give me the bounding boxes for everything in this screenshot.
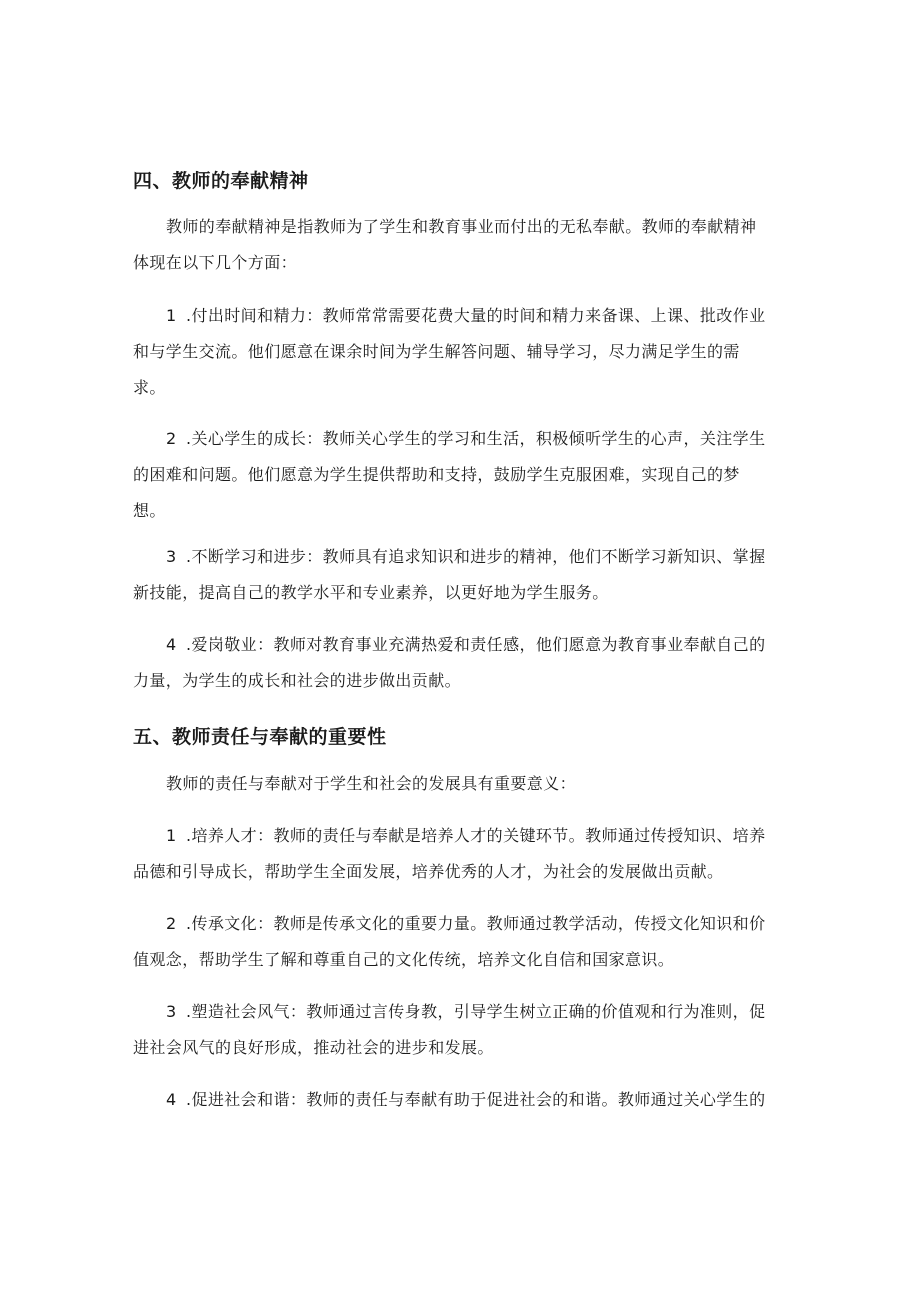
section-4-item-4 xyxy=(133,627,793,699)
item-number: 4 xyxy=(166,1090,177,1109)
paragraph-line: 品德和引导成长，帮助学生全面发展，培养优秀的人才，为社会的发展做出贡献。 xyxy=(133,862,724,881)
paragraph-line: 体现在以下几个方面： xyxy=(133,253,298,272)
paragraph-line: 的困难和问题。他们愿意为学生提供帮助和支持，鼓励学生克服困难，实现自己的梦 xyxy=(133,465,740,484)
section-5-item-1 xyxy=(133,818,793,890)
paragraph-line: .爱岗敬业：教师对教育事业充满热爱和责任感，他们愿意为教育事业奉献自己的 xyxy=(186,635,766,654)
section-4-item-1 xyxy=(133,298,793,406)
section-5-item-3 xyxy=(133,994,793,1066)
section-5-item-2 xyxy=(133,906,793,978)
paragraph-line: 教师的奉献精神是指教师为了学生和教育事业而付出的无私奉献。教师的奉献精神 xyxy=(166,217,757,236)
paragraph-line: 教师的责任与奉献对于学生和社会的发展具有重要意义： xyxy=(166,774,577,793)
section-5-intro xyxy=(133,766,793,802)
paragraph-line: 力量，为学生的成长和社会的进步做出贡献。 xyxy=(133,671,462,690)
paragraph-line: .关心学生的成长：教师关心学生的学习和生活，积极倾听学生的心声，关注学生 xyxy=(186,429,766,448)
item-number: 2 xyxy=(166,429,177,448)
item-number: 3 xyxy=(166,1002,177,1021)
item-number: 1 xyxy=(166,826,177,845)
paragraph-line: 求。 xyxy=(133,378,166,397)
section-5-heading: 五、教师责任与奉献的重要性 xyxy=(133,726,387,748)
paragraph-line: 值观念，帮助学生了解和尊重自己的文化传统，培养文化自信和国家意识。 xyxy=(133,950,675,969)
item-number: 3 xyxy=(166,547,177,566)
paragraph-line: .付出时间和精力：教师常常需要花费大量的时间和精力来备课、上课、批改作业 xyxy=(186,306,766,325)
section-5-item-4 xyxy=(133,1082,793,1118)
section-4-item-3 xyxy=(133,539,793,611)
paragraph-line: 进社会风气的良好形成，推动社会的进步和发展。 xyxy=(133,1038,494,1057)
item-number: 1 xyxy=(166,306,177,325)
paragraph-line: .不断学习和进步：教师具有追求知识和进步的精神，他们不断学习新知识、掌握 xyxy=(186,547,766,566)
paragraph-line: .培养人才：教师的责任与奉献是培养人才的关键环节。教师通过传授知识、培养 xyxy=(186,826,766,845)
paragraph-line: 新技能，提高自己的教学水平和专业素养，以更好地为学生服务。 xyxy=(133,583,609,602)
paragraph-line: .促进社会和谐：教师的责任与奉献有助于促进社会的和谐。教师通过关心学生的 xyxy=(186,1090,766,1109)
item-number: 2 xyxy=(166,914,177,933)
paragraph-line: .塑造社会风气：教师通过言传身教，引导学生树立正确的价值观和行为准则，促 xyxy=(186,1002,766,1021)
item-number: 4 xyxy=(166,635,177,654)
paragraph-line: .传承文化：教师是传承文化的重要力量。教师通过教学活动，传授文化知识和价 xyxy=(186,914,766,933)
section-4-heading: 四、教师的奉献精神 xyxy=(133,170,309,192)
section-4-item-2 xyxy=(133,421,793,529)
section-4-intro xyxy=(133,209,793,281)
paragraph-line: 想。 xyxy=(133,501,166,520)
paragraph-line: 和与学生交流。他们愿意在课余时间为学生解答问题、辅导学习，尽力满足学生的需 xyxy=(133,342,740,361)
